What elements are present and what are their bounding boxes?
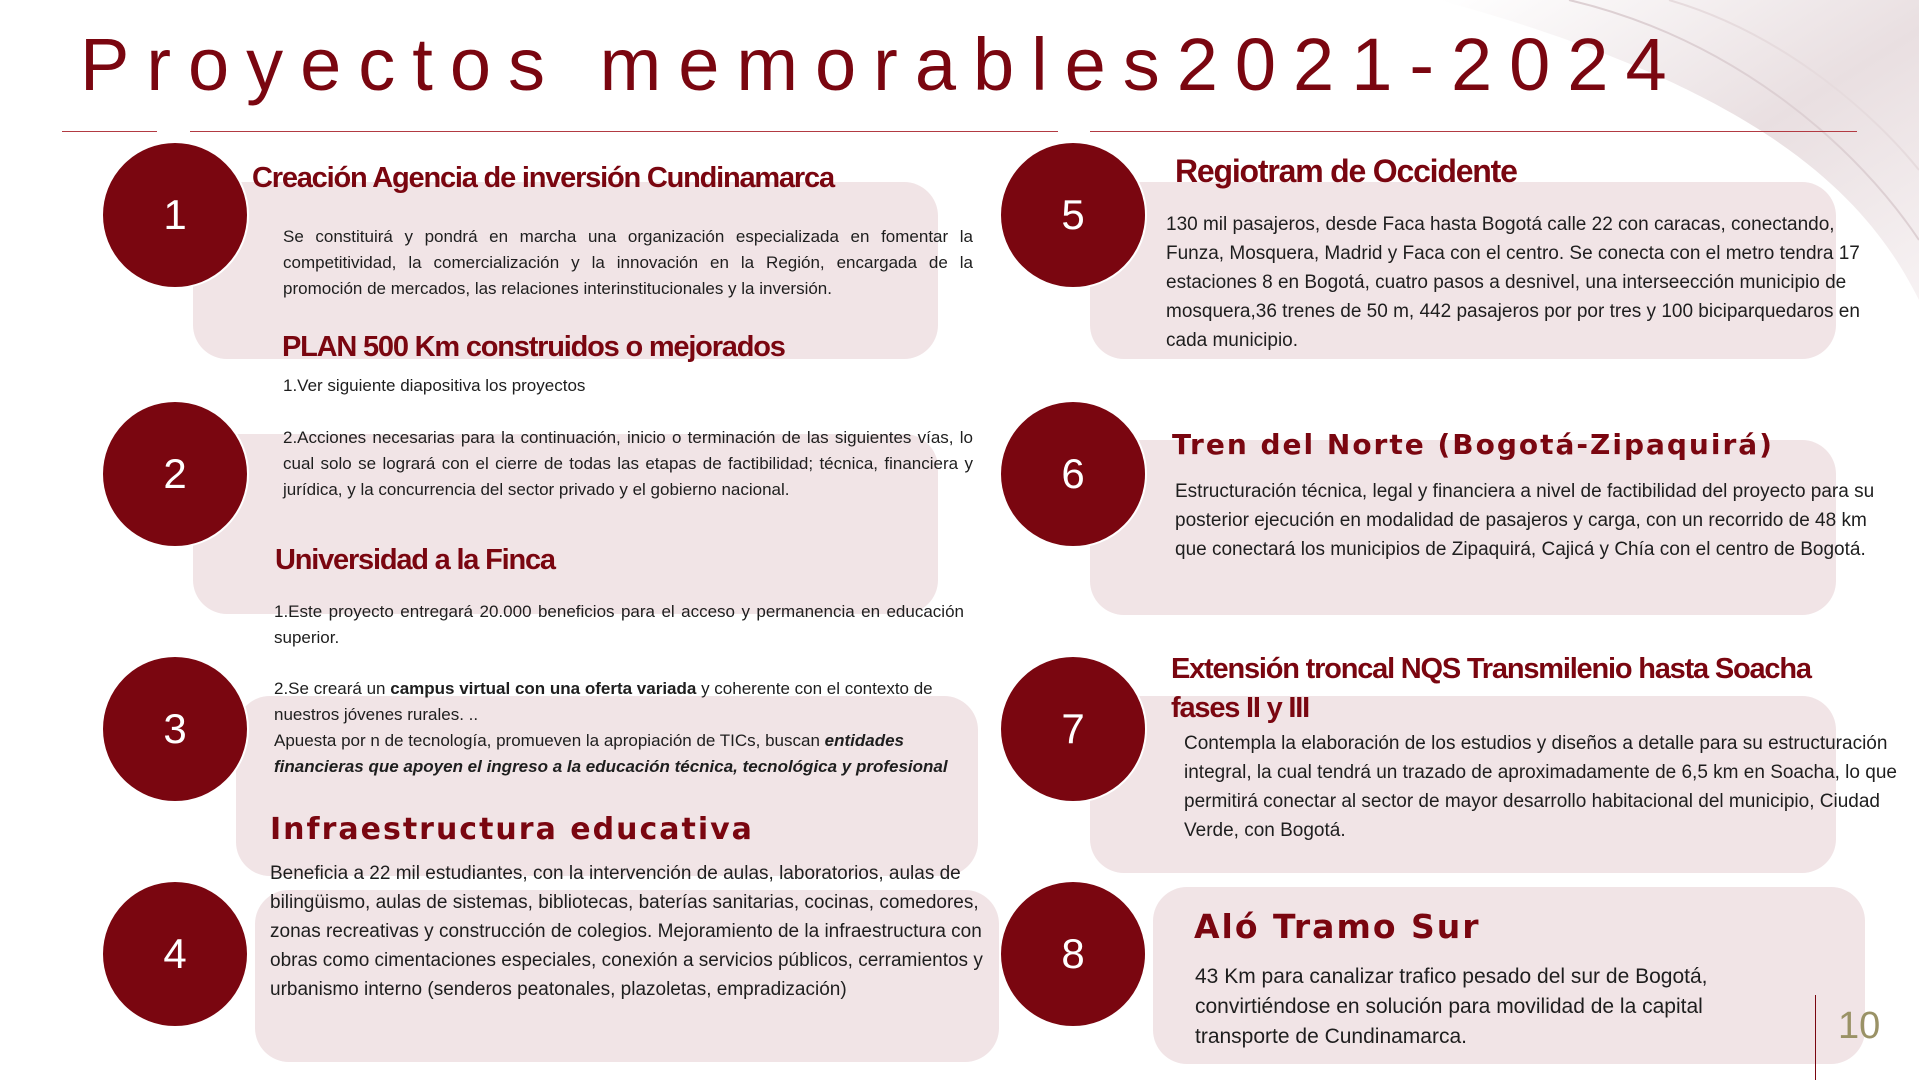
project-8-description: 43 Km para canalizar trafico pesado del sur de Bogotá, convirtiéndose en solución para movilidad de la capital transporte de Cundinamarca. — [1195, 965, 1708, 1048]
project-number-4: 4 — [101, 880, 249, 1028]
project-7-heading-line-2: fases II y III — [1171, 692, 1309, 724]
project-3-line-1 — [274, 599, 964, 651]
project-6-description: Estructuración técnica, legal y financiera a nivel de factibilidad del proyecto para su posterior ejecución en modalidad de pasajeros y carga, con un recorrido de 48 km que conectará los municipios de Zipaquirá, Cajicá y Chía con el centro de Bogotá. — [1175, 481, 1875, 560]
title-divider-left — [62, 131, 157, 132]
page-title: Proyectos memorables2021-2024 — [80, 23, 1684, 106]
title-divider-middle — [190, 131, 1058, 132]
project-number-5: 5 — [999, 141, 1147, 289]
project-7-description: Contempla la elaboración de los estudios y diseños a detalle para su estructuración integral, la cual tendrá un trazado de aproximadamente de 6,5 km en Soacha, lo que permitirá conectar al sector de mayor desarrollo habitacional del municipio, Ciudad Verde, con Bogotá. — [1184, 733, 1897, 841]
project-3-line-3-bold: entidades financieras que apoyen el ingreso a la educación técnica, tecnológica y profesional — [274, 731, 948, 776]
project-number-3: 3 — [101, 655, 249, 803]
page-number-divider — [1815, 995, 1816, 1080]
project-7-heading-line-1: Extensión troncal NQS Transmilenio hasta Soacha — [1171, 653, 1811, 685]
project-5-description: 130 mil pasajeros, desde Faca hasta Bogotá calle 22 con caracas, conectando, Funza, Mosquera, Madrid y Faca con el centro. Se conecta con el metro tendra 17 estaciones 8 en Bogotá, cuatro pasos a desnivel, una interseección municipio de mosquera,36 trenes de 50 m, 442 pasajeros por por tres y 100 biciparquedaros en cada municipio. — [1166, 214, 1860, 351]
project-3-line-2 — [274, 676, 974, 780]
page-number: 10 — [1838, 1005, 1881, 1047]
project-1-heading: Creación Agencia de inversión Cundinamarca — [252, 162, 834, 194]
project-1-description: Se constituirá y pondrá en marcha una organización especializada en fomentar la competitividad, la comercialización y la innovación en la Región, encargada de la promoción de mercados, las relaciones interinstitucionales y la inversión. — [283, 227, 973, 298]
project-2-line-2: 2.Acciones necesarias para la continuación, inicio o terminación de las siguientes vías, lo cual solo se logrará con el cierre de todas las etapas de factibilidad; técnica, financiera y jurídica, y la concurrencia del sector privado y el gobierno nacional. — [283, 428, 973, 499]
project-8-heading: Aló Tramo Sur — [1194, 907, 1481, 946]
project-number-2: 2 — [101, 400, 249, 548]
project-3-heading: Universidad a la Finca — [275, 544, 555, 576]
project-3-line-3-pre: Apuesta por n de tecnología, promueven la apropiación de TICs, buscan — [274, 731, 825, 750]
project-3-line-2-bold: campus virtual con una oferta variada — [390, 679, 697, 698]
project-number-8: 8 — [999, 880, 1147, 1028]
project-2-heading: PLAN 500 Km construidos o mejorados — [282, 331, 785, 363]
project-7-heading — [1171, 650, 1811, 728]
project-number-1: 1 — [101, 141, 249, 289]
project-3-line-2-pre: 2.Se creará un — [274, 679, 391, 698]
project-3-line-1-text: 1.Este proyecto entregará 20.000 beneficios para el acceso y permanencia en educación superior. — [274, 602, 964, 647]
project-6-heading: Tren del Norte (Bogotá-Zipaquirá) — [1172, 428, 1774, 461]
project-4-description: Beneficia a 22 mil estudiantes, con la intervención de aulas, laboratorios, aulas de bilingüismo, aulas de sistemas, bibliotecas, baterías sanitarias, cocinas, comedores, zonas recreativas y construcción de colegios. Mejoramiento de la infraestructura con obras como cimentaciones especiales, conexión a servicios públicos, cerramientos y urbanismo interno (senderos peatonales, plazoletas, empradización) — [270, 863, 983, 1000]
project-5-heading: Regiotram de Occidente — [1175, 153, 1517, 189]
project-number-7: 7 — [999, 655, 1147, 803]
title-divider-right — [1090, 131, 1857, 132]
project-3-line-2-post: y coherente con el contexto de nuestros jóvenes rurales. .. — [274, 679, 933, 724]
project-number-6: 6 — [999, 400, 1147, 548]
project-4-heading: Infraestructura educativa — [270, 812, 754, 847]
project-2-line-1: 1.Ver siguiente diapositiva los proyectos — [283, 376, 586, 395]
